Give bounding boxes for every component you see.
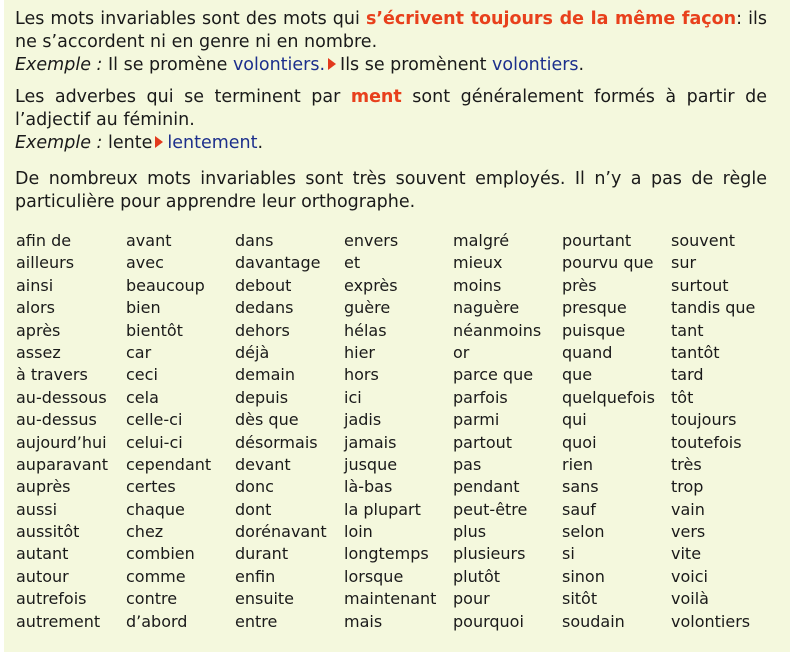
word-item: que [562,365,593,385]
word-item: malgré [453,231,510,250]
example-punct: . [578,55,585,75]
word-column [126,230,236,633]
word-item: combien [126,544,195,564]
word-item: rien [562,454,594,474]
word-item: beaucoup [126,275,205,295]
word-item: sans [562,477,599,497]
rule-paragraph-orthographe [15,168,767,214]
word-item: autrement [16,611,101,631]
highlight-text: s’écrivent toujours de la même façon [365,9,737,29]
word-item: mieux [453,253,503,273]
word-item: loin [344,522,373,542]
word-item: bien [126,298,161,318]
word-item: afin de [16,231,72,250]
word-item: ici [344,387,362,407]
word-item: plutôt [453,566,501,586]
highlight-text: ment [350,87,402,107]
word-item: tard [671,365,704,385]
rule-text: Les mots invariables sont des mots qui [15,9,360,29]
rule-line: De nombreux mots invariables sont très souvent employés. Il n’y a pas de règle [15,169,767,189]
word-item: souvent [671,231,735,250]
word-item: selon [562,522,605,542]
word-item: aussitôt [16,522,80,542]
word-item: celle-ci [126,410,183,430]
word-item: voilà [671,589,709,609]
rule-line [15,86,767,109]
word-item: durant [235,544,289,564]
word-item: ceci [126,365,158,385]
example-word: lentement [167,133,258,153]
word-item: pourvu que [562,253,654,273]
example-label: Exemple : [15,55,103,75]
word-item: demain [235,365,295,385]
word-item: vite [671,544,702,564]
word-item: d’abord [126,611,188,631]
word-column [453,230,563,633]
word-column [235,230,345,633]
word-item: naguère [453,298,520,318]
word-item: trop [671,477,704,497]
word-item: toujours [671,410,737,430]
word-item: jusque [344,454,398,474]
word-item: dorénavant [235,522,327,542]
word-item: sur [671,253,697,273]
example-text: lente [108,133,153,153]
word-item: au-dessous [16,387,107,407]
word-item: vers [671,522,706,542]
word-item: et [344,253,361,273]
example-line [15,54,767,77]
example-line [15,132,767,155]
word-item: dans [235,231,274,250]
word-item: presque [562,298,627,318]
word-item: près [562,275,597,295]
word-item: la plupart [344,499,421,519]
rule-text: : ils [736,9,767,29]
word-item: si [562,544,575,564]
word-item: pas [453,454,482,474]
word-item: à travers [16,365,88,385]
grammar-page [4,0,790,652]
word-item: avec [126,253,164,273]
example-label: Exemple : [15,133,103,153]
word-item: devant [235,454,291,474]
word-item: pourtant [562,231,632,250]
word-item: sinon [562,566,605,586]
word-item: dedans [235,298,294,318]
word-item: quoi [562,432,597,452]
word-item: mais [344,611,383,631]
word-item: puisque [562,320,626,340]
word-item: sauf [562,499,596,519]
word-item: quelquefois [562,387,655,407]
word-item: voici [671,566,708,586]
word-item: pour [453,589,490,609]
word-item: toutefois [671,432,742,452]
word-item: auprès [16,477,71,497]
word-item: aujourd’hui [16,432,107,452]
word-item: chaque [126,499,185,519]
word-item: donc [235,477,274,497]
red-triangle-arrow-icon [155,136,163,148]
word-item: soudain [562,611,625,631]
word-item: chez [126,522,164,542]
rule-text: sont généralement formés à partir de [412,87,767,107]
word-column [16,230,126,633]
rule-text: Les adverbes qui se terminent par [15,87,341,107]
word-column [344,230,454,633]
word-item: pourquoi [453,611,524,631]
word-item: surtout [671,275,729,295]
word-item: parfois [453,387,508,407]
rule-line: l’adjectif au féminin. [15,110,195,130]
word-item: tôt [671,387,694,407]
word-item: enfin [235,566,276,586]
word-item: néanmoins [453,320,542,340]
word-item: parce que [453,365,534,385]
word-item: debout [235,275,292,295]
rule-line: particulière pour apprendre leur orthographe. [15,192,416,212]
word-item: ensuite [235,589,295,609]
example-text: Ils se promènent [340,55,487,75]
word-item: dehors [235,320,290,340]
rule-line: ne s’accordent ni en genre ni en nombre. [15,32,378,52]
red-triangle-arrow-icon [328,58,336,70]
word-item: assez [16,342,61,362]
word-item: tantôt [671,342,720,362]
word-item: maintenant [344,589,437,609]
word-item: celui-ci [126,432,183,452]
word-item: cela [126,387,159,407]
rule-line [15,8,767,31]
word-item: qui [562,410,587,430]
word-item: lorsque [344,566,404,586]
word-column [671,230,781,633]
word-column [562,230,672,633]
word-item: guère [344,298,391,318]
word-item: volontiers [671,611,751,631]
example-word: volontiers. [232,55,326,75]
word-item: hélas [344,320,387,340]
word-item: dont [235,499,272,519]
word-item: moins [453,275,502,295]
word-item: aussi [16,499,58,519]
word-item: jadis [344,410,382,430]
word-item: après [16,320,61,340]
word-item: quand [562,342,613,362]
example-word: volontiers [492,55,579,75]
word-item: autrefois [16,589,87,609]
word-item: tandis que [671,298,756,318]
word-item: plusieurs [453,544,526,564]
word-item: envers [344,231,399,250]
word-item: ainsi [16,275,54,295]
word-item: certes [126,477,176,497]
word-item: longtemps [344,544,429,564]
word-item: ailleurs [16,253,75,273]
word-item: au-dessus [16,410,97,430]
word-item: là-bas [344,477,393,497]
word-item: hors [344,365,379,385]
word-item: avant [126,231,172,250]
rule-paragraph-adverbes [15,86,767,155]
word-item: autant [16,544,69,564]
word-item: tant [671,320,704,340]
word-item: autour [16,566,69,586]
word-item: déjà [235,342,270,362]
word-item: dès que [235,410,299,430]
word-item: vain [671,499,705,519]
word-item: peut-être [453,499,528,519]
word-item: hier [344,342,376,362]
word-item: partout [453,432,513,452]
word-item: jamais [344,432,397,452]
word-item: parmi [453,410,500,430]
word-item: cependant [126,454,212,474]
word-item: entre [235,611,278,631]
word-item: plus [453,522,487,542]
word-item: comme [126,566,186,586]
word-item: désormais [235,432,318,452]
word-item: sitôt [562,589,598,609]
rule-paragraph-invariables [15,8,767,77]
word-item: auparavant [16,454,108,474]
word-item: pendant [453,477,520,497]
word-item: exprès [344,275,398,295]
example-text: Il se promène [108,55,228,75]
word-item: or [453,342,470,362]
word-item: car [126,342,152,362]
word-item: alors [16,298,55,318]
word-item: depuis [235,387,289,407]
word-item: contre [126,589,178,609]
word-item: bientôt [126,320,183,340]
example-punct: . [257,133,264,153]
word-item: très [671,454,702,474]
word-item: davantage [235,253,321,273]
